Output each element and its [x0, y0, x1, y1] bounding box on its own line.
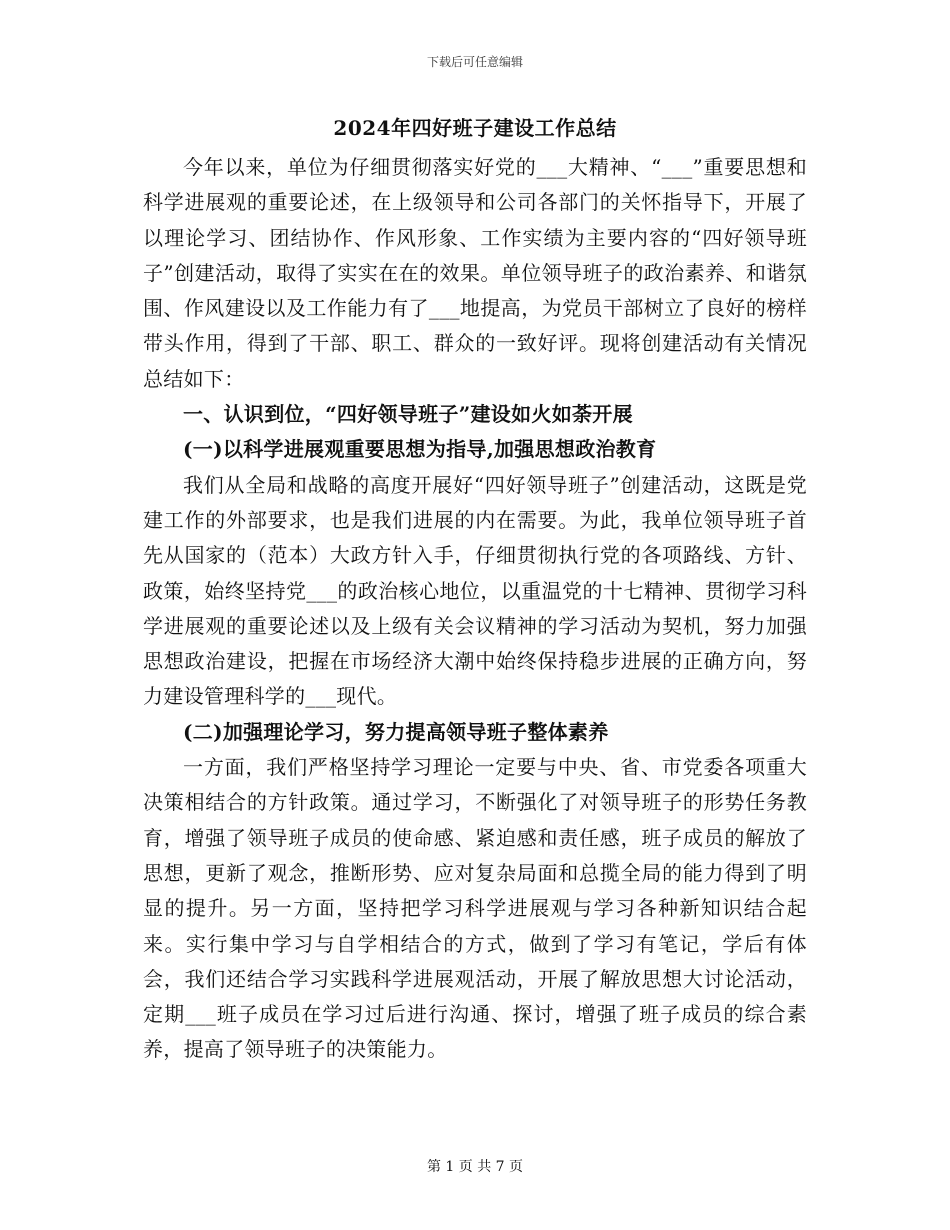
intro-paragraph: 今年以来，单位为仔细贯彻落实好党的___大精神、“___”重要思想和科学进展观的重要论述，在上级领导和公司各部门的关怀指导下，开展了以理论学习、团结协作、作风形象、工作实绩为主要内容的“四好领导班子”创建活动，取得了实实在在的效果。单位领导班子的政治素养、和谐氛围、作风建设以及工作能力有了___地提高，为党员干部树立了良好的榜样带头作用，得到了干部、职工、群众的一致好评。现将创建活动有关情况总结如下： — [143, 155, 807, 391]
page-number-footer: 第 1 页 共 7 页 — [426, 1159, 524, 1175]
subsection-1-heading: (一)以科学进展观重要思想为指导,加强思想政治教育 — [183, 437, 657, 462]
subsection-2-paragraph: 一方面，我们严格坚持学习理论一定要与中央、省、市党委各项重大决策相结合的方针政策。通过学习，不断强化了对领导班子的形势任务教育，增强了领导班子成员的使命感、紧迫感和责任感，班子成员的解放了思想，更新了观念，推断形势、应对复杂局面和总揽全局的能力得到了明显的提升。另一方面，坚持把学习科学进展观与学习各种新知识结合起来。实行集中学习与自学相结合的方式，做到了学习有笔记，学后有体会，我们还结合学习实践科学进展观活动，开展了解放思想大讨论活动，定期___班子成员在学习过后进行沟通、探讨，增强了班子成员的综合素养，提高了领导班子的决策能力。 — [143, 755, 807, 1062]
document-body — [143, 150, 807, 1068]
section-1-heading: 一、认识到位，“四好领导班子”建设如火如荼开展 — [183, 402, 633, 427]
subsection-2-heading: (二)加强理论学习，努力提高领导班子整体素养 — [183, 719, 609, 744]
header-note: 下载后可任意编辑 — [426, 55, 523, 69]
subsection-1-paragraph: 我们从全局和战略的高度开展好“四好领导班子”创建活动，这既是党建工作的外部要求，也是我们进展的内在需要。为此，我单位领导班子首先从国家的（范本）大政方针入手，仔细贯彻执行党的各项路线、方针、政策，始终坚持党___的政治核心地位，以重温党的十七精神、贯彻学习科学进展观的重要论述以及上级有关会议精神的学习活动为契机，努力加强思想政治建设，把握在市场经济大潮中始终保持稳步进展的正确方向，努力建设管理科学的___现代。 — [143, 472, 807, 709]
document-title: 2024年四好班子建设工作总结 — [333, 116, 617, 140]
